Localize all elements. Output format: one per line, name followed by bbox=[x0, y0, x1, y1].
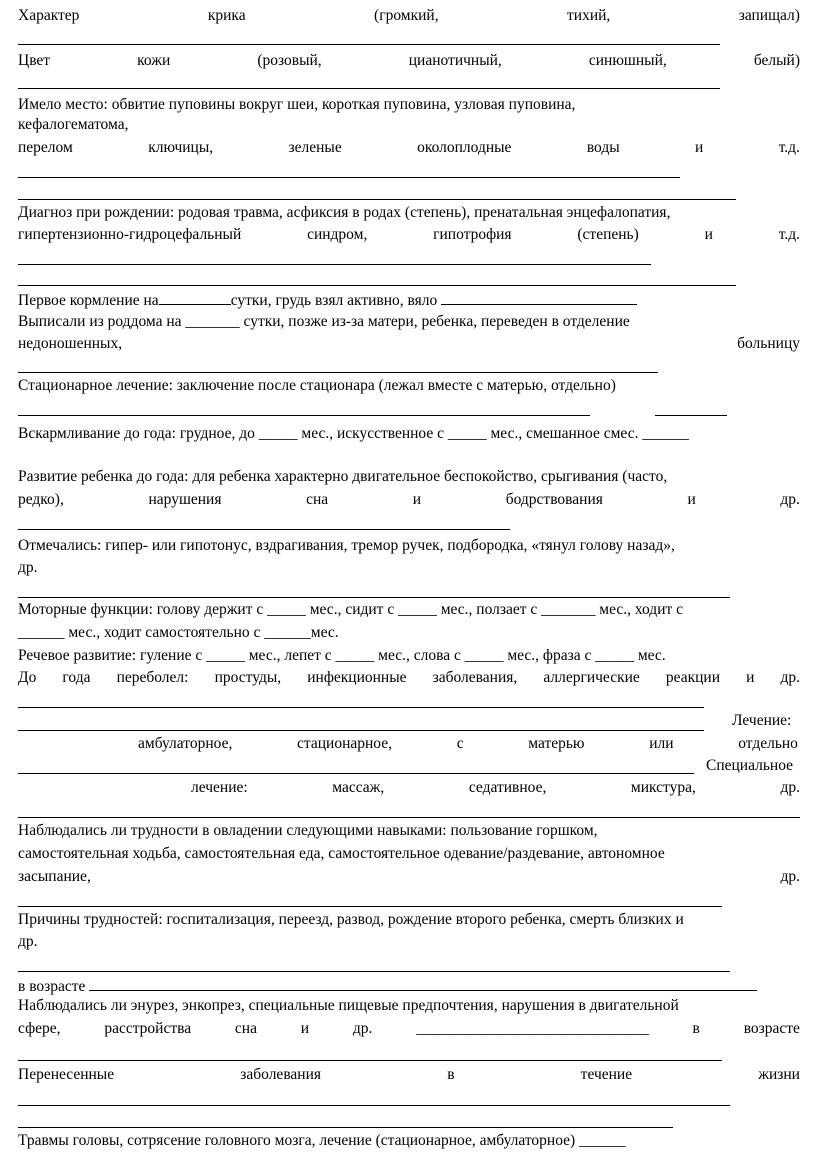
skin-line: Цвет кожи (розовый, цианотичный, синюшный, белый) bbox=[18, 52, 800, 69]
motor-line-2: ______ мес., ходит самостоятельно с ______мес. bbox=[18, 624, 339, 641]
illness-line: До года переболел: простуды, инфекционные заболевания, аллергические реакции и др. bbox=[18, 669, 800, 686]
first-feeding-field[interactable] bbox=[441, 290, 637, 305]
inpatient-answer-line[interactable] bbox=[18, 415, 590, 416]
tone-line-2: др. bbox=[18, 559, 38, 576]
birth-notes-line-1: Имело место: обвитие пуповины вокруг шеи, короткая пуповина, узловая пуповина, bbox=[18, 96, 576, 113]
inpatient-line: Стационарное лечение: заключение после стационара (лежал вместе с матерью, отдельно) bbox=[18, 377, 616, 394]
nutrition-line: Вскармливание до года: грудное, до _____ мес., искусственное с _____ мес., смешанное смес. ______ bbox=[18, 425, 689, 442]
diseases-answer-line[interactable] bbox=[18, 1105, 730, 1106]
discharge-answer-line[interactable] bbox=[18, 372, 658, 373]
diseases-line: Перенесенные заболевания в течение жизни bbox=[18, 1066, 800, 1083]
tone-line-1: Отмечались: гипер- или гипотонус, вздрагивания, тремор ручек, подбородка, «тянул голову назад», bbox=[18, 537, 675, 554]
causes-line-1: Причины трудностей: госпитализация, переезд, развод, рождение второго ребенка, смерть близких и bbox=[18, 911, 684, 928]
treatment-label: Лечение: bbox=[732, 712, 792, 729]
tone-answer-line[interactable] bbox=[18, 597, 730, 598]
enuresis-answer-line[interactable] bbox=[18, 1060, 722, 1061]
first-feeding-day-field[interactable] bbox=[159, 290, 231, 305]
causes-answer-line[interactable] bbox=[18, 971, 730, 972]
trauma-line: Травмы головы, сотрясение головного мозга, лечение (стационарное, амбулаторное) ______ bbox=[18, 1132, 626, 1149]
diagnosis-answer-line-1[interactable] bbox=[18, 264, 651, 265]
birth-notes-answer-line-1[interactable] bbox=[18, 177, 680, 178]
illness-answer-line-2[interactable] bbox=[18, 730, 704, 731]
age-field[interactable] bbox=[89, 976, 757, 991]
development-line-2: редко), нарушения сна и бодрствования и др. bbox=[18, 491, 800, 508]
discharge-line-1: Выписали из роддома на _______ сутки, позже из-за матери, ребенка, переведен в отделение bbox=[18, 313, 630, 330]
feeding-line: Первое кормление на сутки, грудь взял активно, вяло bbox=[18, 290, 637, 310]
inpatient-answer-line-short[interactable] bbox=[655, 415, 727, 416]
discharge-line-2: недоношенных, больницу bbox=[18, 335, 800, 352]
skills-line-3: засыпание, др. bbox=[18, 868, 800, 885]
causes-line-2: др. bbox=[18, 933, 38, 950]
diseases-answer-line-2[interactable] bbox=[18, 1127, 673, 1128]
diagnosis-line-2: гипертензионно-гидроцефальный синдром, гипотрофия (степень) и т.д. bbox=[18, 226, 800, 243]
treatment-answer-line[interactable] bbox=[18, 773, 694, 774]
speech-line: Речевое развитие: гуление с _____ мес., лепет с _____ мес., слова с _____ мес., фраза с _____ мес. bbox=[18, 647, 666, 664]
diagnosis-line-1: Диагноз при рождении: родовая травма, асфиксия в родах (степень), пренатальная энцефалопатия, bbox=[18, 204, 671, 221]
diagnosis-answer-line-2[interactable] bbox=[18, 285, 736, 286]
birth-notes-line-3: перелом ключицы, зеленые околоплодные воды и т.д. bbox=[18, 139, 800, 156]
enuresis-line-2: сфере, расстройства сна и др. ______________________________ в возрасте bbox=[18, 1020, 800, 1037]
development-line-1: Развитие ребенка до года: для ребенка характерно двигательное беспокойство, срыгивания (часто, bbox=[18, 468, 668, 485]
birth-notes-line-2: кефалогематома, bbox=[18, 116, 129, 133]
treatment-line: амбулаторное, стационарное, с матерью или отдельно bbox=[138, 735, 798, 752]
motor-line-1: Моторные функции: голову держит с _____ мес., сидит с _____ мес., ползает с _______ мес., ходит с bbox=[18, 601, 684, 618]
illness-answer-line-1[interactable] bbox=[18, 707, 704, 708]
development-answer-line[interactable] bbox=[18, 529, 510, 530]
skills-line-1: Наблюдались ли трудности в овладении следующими навыками: пользование горшком, bbox=[18, 822, 598, 839]
age-line: в возрасте bbox=[18, 976, 757, 996]
cry-line: Характер крика (громкий, тихий, запищал) bbox=[18, 7, 800, 24]
special-label: Специальное bbox=[706, 757, 794, 774]
skills-answer-line[interactable] bbox=[18, 906, 722, 907]
skills-line-2: самостоятельная ходьба, самостоятельная еда, самостоятельное одевание/раздевание, автономное bbox=[18, 845, 665, 862]
special-treatment-line: лечение: массаж, седативное, микстура, др. bbox=[191, 779, 800, 796]
skin-answer-line[interactable] bbox=[18, 88, 720, 89]
special-treatment-answer-line[interactable] bbox=[18, 817, 800, 818]
cry-answer-line[interactable] bbox=[18, 44, 720, 45]
enuresis-line-1: Наблюдались ли энурез, энкопрез, специальные пищевые предпочтения, нарушения в двигательной bbox=[18, 997, 679, 1014]
birth-notes-answer-line-2[interactable] bbox=[18, 199, 736, 200]
